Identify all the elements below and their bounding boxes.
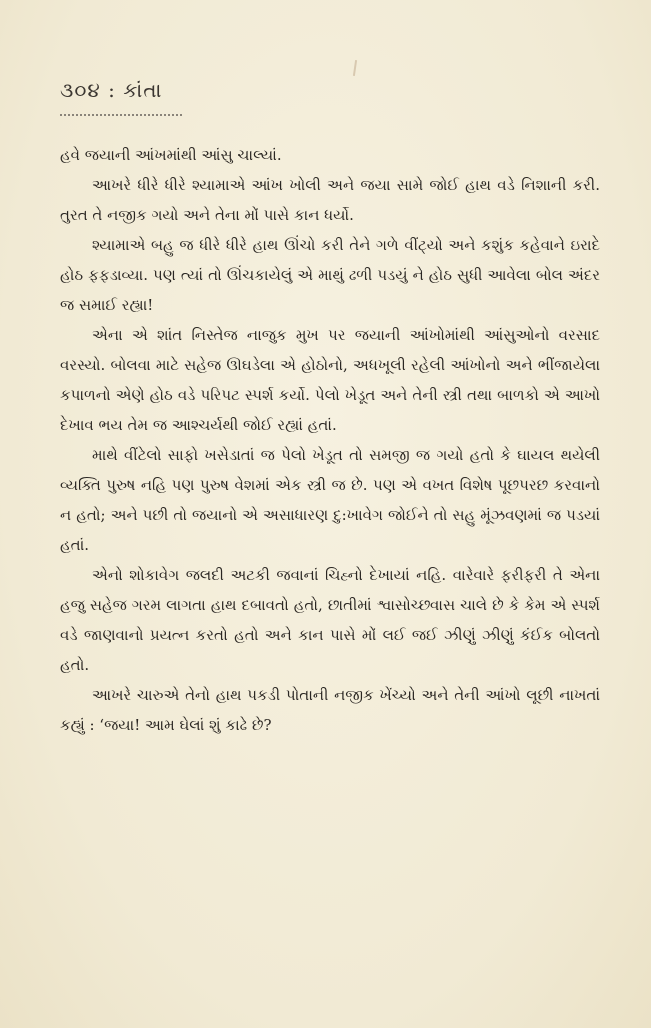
- paragraph: આખરે ચારુએ તેનો હાથ પકડી પોતાની નજીક ખેંચ્યો અને તેની આંખો લૂછી નાખતાં કહ્યું : ‘જયા! આમ ઘેલાં શું કાઢે છે?: [60, 686, 600, 734]
- paragraph: એના એ શાંત નિસ્તેજ નાજુક મુખ પર જયાની આંખોમાંથી આંસુઓનો વરસાદ વરસ્યો. બોલવા માટે સહેજ ઊઘડેલા એ હોઠોનો, અધખૂલી રહેલી આંખોનો અને ભીંજાયેલા કપાળનો એણે હોઠ વડે પરિપટ સ્પર્શ કર્યો. પેલો ખેડૂત અને તેની સ્ત્રી તથા બાળકો એ આખો દેખાવ ભય તેમ જ આશ્ચર્યથી જોઈ રહ્યાં હતાં.: [60, 326, 600, 434]
- paragraph: હવે જયાની આંખમાંથી આંસુ ચાલ્યાં.: [60, 146, 282, 164]
- header-underline: [60, 110, 182, 116]
- body-text: [60, 140, 600, 740]
- page-header: ૩૦૪ : કાંતા: [60, 78, 163, 102]
- paper-blemish: [353, 60, 357, 76]
- paragraph: આખરે ધીરે ધીરે શ્યામાએ આંખ ખોલી અને જયા સામે જોઈ હાથ વડે નિશાની કરી. તુરત તે નજીક ગયો અને તેના મોં પાસે કાન ધર્યો.: [60, 176, 600, 224]
- paragraph: માથે વીંટેલો સાફો ખસેડાતાં જ પેલો ખેડૂત તો સમજી જ ગયો હતો કે ઘાયલ થયેલી વ્યક્તિ પુરુષ નહિ પણ પુરુષ વેશમાં એક સ્ત્રી જ છે. પણ એ વખત વિશેષ પૂછપરછ કરવાનો ન હતો; અને પછી તો જયાનો એ અસાધારણ દુ:ખાવેગ જોઈને તો સહુ મૂંઝવણમાં જ પડયાં હતાં.: [60, 446, 600, 554]
- paragraph: શ્યામાએ બહુ જ ધીરે ધીરે હાથ ઊંચો કરી તેને ગળે વીંટ્યો અને કશુંક કહેવાને ઇરાદે હોઠ ફફડાવ્યા. પણ ત્યાં તો ઊંચકાયેલું એ માથું ઢળી પડયું ને હોઠ સુધી આવેલા બોલ અંદર જ સમાઈ રહ્યા!: [60, 236, 600, 314]
- paragraph: એનો શોકાવેગ જલદી અટકી જવાનાં ચિહ્નો દેખાયાં નહિ. વારેવારે ફરીફરી તે એના હજુ સહેજ ગરમ લાગતા હાથ દબાવતો હતો, છાતીમાં શ્વાસોચ્છ્વાસ ચાલે છે કે કેમ એ સ્પર્શ વડે જાણવાનો પ્રયત્ન કરતો હતો અને કાન પાસે મોં લઈ જઈ ઝીણું ઝીણું કંઈક બોલતો હતો.: [60, 566, 600, 674]
